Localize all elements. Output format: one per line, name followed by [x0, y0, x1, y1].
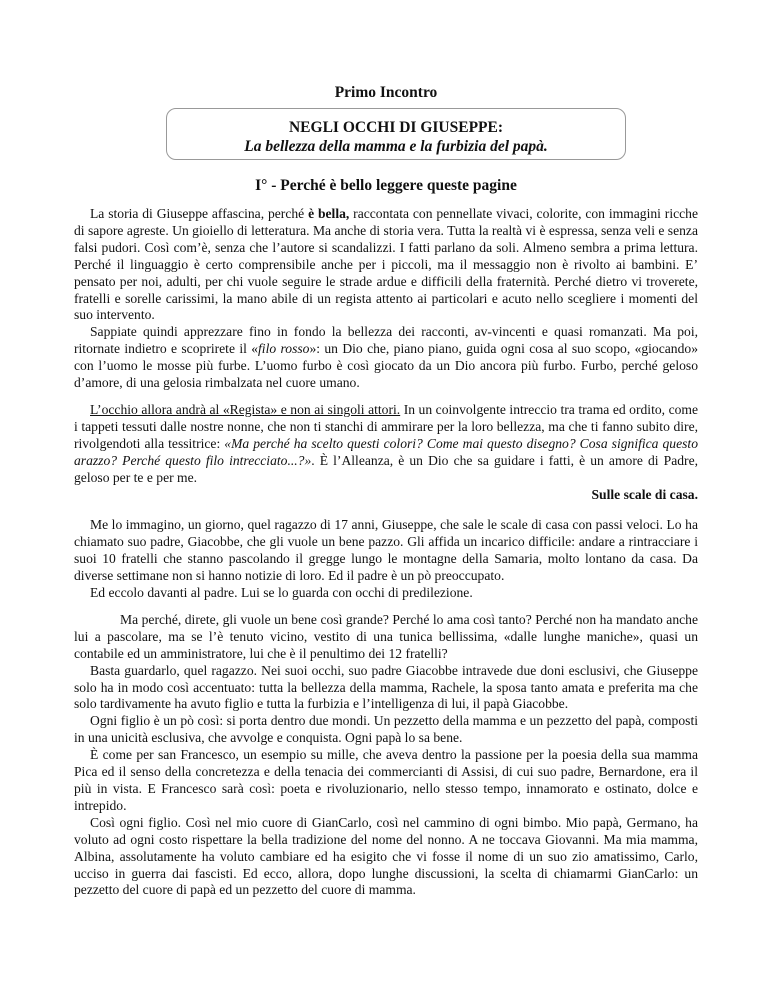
paragraph-3-text-b: . È l’Alleanza, è un Dio che sa guidare i fatti, è un amore di Padre, geloso per te e per me. [74, 452, 699, 485]
chapter-title: Primo Incontro [334, 84, 438, 101]
paragraph-2 [74, 324, 698, 392]
document-page [74, 0, 698, 994]
paragraph-2-text-b: »: un Dio che, piano piano, guida ogni cosa al suo scopo, «giocando» con l’uomo le mosse più furbe. L’uomo furbo è così giocato da un Dio ancora più furbo. Furbo, perché geloso d’amore, di una gelosia rimbalzata nel cuore umano. [74, 341, 698, 391]
paragraph-7: Basta guardarlo, quel ragazzo. Nei suoi occhi, suo padre Giacobbe intravede due doni esclusivi, che Giuseppe solo ha in modo così accentuato: tutta la bellezza della mamma, Rachele, la sposa tanto amata e preferita ma che solo tardivamente ha avuto figlio e tutta la furbizia e l’intelligenza di lui, il papà Giacobbe. [74, 662, 698, 712]
title-subtitle: La bellezza della mamma e la furbizia del papà. [244, 138, 548, 155]
body-text [74, 206, 698, 899]
paragraph-10: Così ogni figlio. Così nel mio cuore di GianCarlo, così nel cammino di ogni bimbo. Mio papà, Germano, ha voluto ad ogni costo rispettare la bella tradizione del nome del nonno. A ne toccava Giovanni. Ma mia mamma, Albina, assolutamente ha voluto cambiare ed ha esigito che vi fosse il nome di un suo zio amatissimo, Carlo, ucciso in guerra dai fascisti. Ed ecco, allora, dopo lunghe discussioni, la scelta di chiamarmi GianCarlo: un pezzetto del cuore di papà ed un pezzetto del cuore di mamma. [74, 814, 698, 898]
paragraph-3 [74, 402, 698, 487]
paragraph-2-text-a: Sappiate quindi apprezzare fino in fondo la bellezza dei racconti, av-vincenti e quasi romanzati. Ma poi, ritornate indietro e scoprirete il « [74, 324, 698, 357]
paragraph-3-italic: «Ma perché ha scelto questi colori? Come mai questo disegno? Cosa significa questo arazzo? Perché questo filo intrecciato...?» [74, 435, 699, 468]
paragraph-1-bold: è bella, [308, 206, 350, 221]
paragraph-1-text-a: La storia di Giuseppe affascina, perché [90, 206, 309, 221]
paragraph-3-text-a: In un coinvolgente intreccio tra trama ed ordito, come i tappeti tessuti dalle nostre nonne, che non ti stanchi di ammirare per la loro bellezza, ma che ti fanno subito dire, rivolgendoti alla tessitrice: [74, 401, 699, 451]
paragraph-6: Ma perché, direte, gli vuole un bene così grande? Perché lo ama così tanto? Perché non ha mandato anche lui a pascolare, ma se l’è tenuto vicino, vestito di una tunica bellissima, «dalle lunghe maniche», quasi un contabile ed un amministratore, lui che è il penultimo dei 12 fratelli? [74, 611, 698, 661]
paragraph-2-italic: filo rosso [258, 341, 310, 357]
title-box [166, 108, 626, 160]
title-main: NEGLI OCCHI DI GIUSEPPE: [288, 119, 504, 136]
section-title: I° - Perché è bello leggere queste pagine [255, 177, 517, 194]
paragraph-9: È come per san Francesco, un esempio su mille, che aveva dentro la passione per la poesia della sua mamma Pica ed il senso della concretezza e della tenacia dei commercianti di Assisi, di cui suo padre, Bernardone, era il più in vista. E Francesco sarà così: poeta e rivoluzionario, nello stesso tempo, innamorato e ostinato, dolce e intrepido. [74, 747, 698, 813]
paragraph-1-text-b: raccontata con pennellate vivaci, colorite, con immagini ricche di sapore agreste. Un gioiello di letteratura. Ma anche di storia vera. Tutta la realtà vi è espressa, senza veli e senza falsi pudori. Così com’è, senza che l’autore si scandalizzi. I fatti parlano da soli. Almeno sembra a prima lettura. Perché il linguaggio è certo comprensibile anche per i piccoli, ma il messaggio non è rivolto ai bambini. E’ pensato per noi, adulti, per chi vuole seguire le strade ardue e difficili della fraternità. Perché dietro vi troverete, fratelli e sorelle carissimi, la mano abile di un regista attento ai particolari e acuto nello scegliere i momenti del suo intervento. [74, 206, 698, 323]
subheading-scale-di-casa: Sulle scale di casa. [591, 486, 698, 502]
paragraph-1 [74, 206, 698, 324]
paragraph-5: Ed eccolo davanti al padre. Lui se lo guarda con occhi di predilezione. [90, 585, 473, 601]
paragraph-3-underlined: L’occhio allora andrà al «Regista» e non ai singoli attori. [90, 401, 401, 417]
paragraph-4: Me lo immagino, un giorno, quel ragazzo di 17 anni, Giuseppe, che sale le scale di casa con passi veloci. Lo ha chiamato suo padre, Giacobbe, che gli vuole un bene pazzo. Gli affida un incarico difficile: andare a rintracciare i suoi 10 fratelli che stanno pascolando il gregge lungo le montagne della Samaria, molto lontano da casa. Da diverse settimane non si hanno notizie di loro. Ed il padre è un pò preoccupato. [74, 517, 698, 584]
paragraph-8: Ogni figlio è un pò così: si porta dentro due mondi. Un pezzetto della mamma e un pezzetto del papà, composti in una unicità esclusiva, che avvolge e conquista. Ogni papà lo sa bene. [74, 713, 698, 746]
